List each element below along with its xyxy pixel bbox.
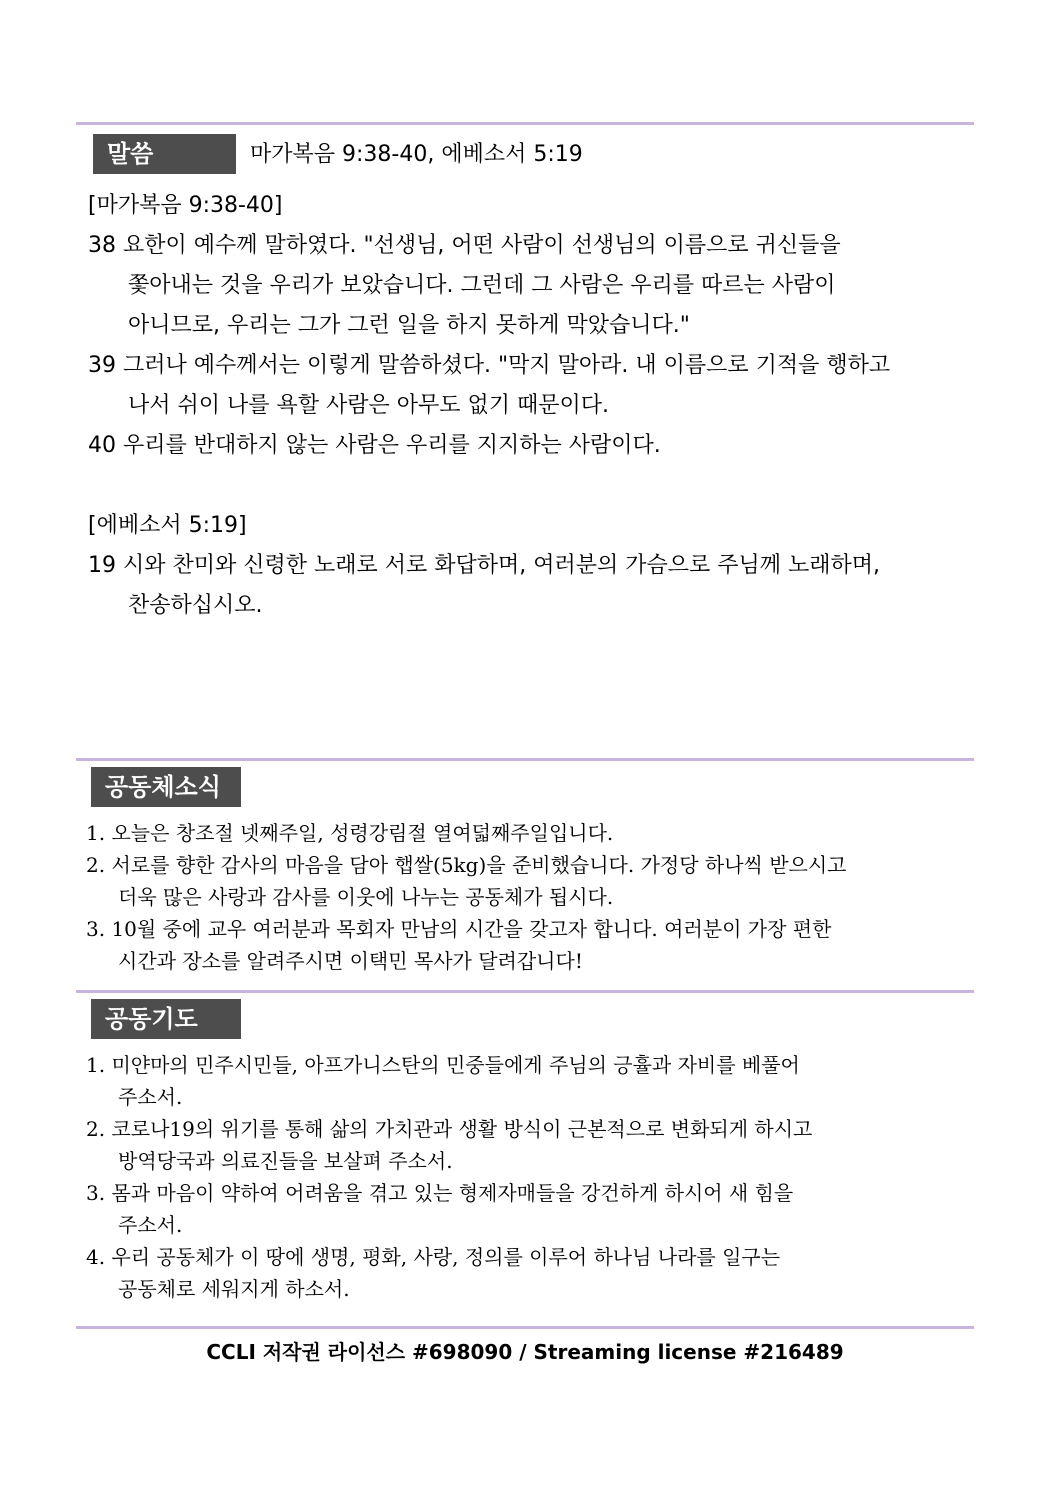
verse-line: 38 요한이 예수께 말하였다. "선생님, 어떤 사람이 선생님의 이름으로 귀신들을 [88,233,841,258]
list-item: 주소서. [118,1085,183,1109]
verse-line: 19 시와 찬미와 신령한 노래로 서로 화답하며, 여러분의 가슴으로 주님께 노래하며, [88,553,880,578]
list-item: 방역당국과 의료진들을 보살펴 주소서. [118,1149,453,1173]
passage-heading: [마가복음 9:38-40] [88,193,283,218]
passage-heading: [에베소서 5:19] [88,513,247,538]
top-divider [76,122,974,125]
news-section-tag: 공동체소식 [91,767,241,807]
list-item: 3. 몸과 마음이 약하여 어려움을 겪고 있는 형제자매들을 강건하게 하시어 새 힘을 [86,1181,794,1205]
list-item: 1. 미얀마의 민주시민들, 아프가니스탄의 민중들에게 주님의 긍휼과 자비를 베풀어 [86,1053,800,1077]
word-section-tag: 말씀 [93,134,236,174]
list-item: 시간과 장소를 알려주시면 이택민 목사가 달려갑니다! [118,949,583,973]
prayer-section-tag: 공동기도 [91,999,241,1039]
list-item: 더욱 많은 사랑과 감사를 이웃에 나누는 공동체가 됩시다. [118,885,614,909]
verse-line: 나서 쉬이 나를 욕할 사람은 아무도 없기 때문이다. [128,393,609,418]
verse-line: 찬송하십시오. [128,593,263,618]
list-item: 주소서. [118,1213,183,1237]
license-footer: CCLI 저작권 라이선스 #698090 / Streaming license #216489 [206,1340,844,1364]
prayer-divider [76,990,974,993]
footer-divider [76,1326,974,1329]
list-item: 4. 우리 공동체가 이 땅에 생명, 평화, 사랑, 정의를 이루어 하나님 나라를 일구는 [86,1245,781,1269]
list-item: 2. 코로나19의 위기를 통해 삶의 가치관과 생활 방식이 근본적으로 변화되게 하시고 [86,1117,813,1141]
list-item: 3. 10월 중에 교우 여러분과 목회자 만남의 시간을 갖고자 합니다. 여러분이 가장 편한 [86,917,832,941]
verse-line: 쫓아내는 것을 우리가 보았습니다. 그런데 그 사람은 우리를 따르는 사람이 [128,273,836,298]
list-item: 2. 서로를 향한 감사의 마음을 담아 햅쌀(5kg)을 준비했습니다. 가정당 하나씩 받으시고 [86,853,847,877]
mark-passage [88,186,968,466]
list-item: 공동체로 세워지게 하소서. [118,1277,350,1301]
list-item: 1. 오늘은 창조절 넷째주일, 성령강림절 열여덟째주일입니다. [86,821,614,845]
news-list [86,817,966,977]
verse-line: 아니므로, 우리는 그가 그런 일을 하지 못하게 막았습니다." [128,313,690,338]
verse-line: 39 그러나 예수께서는 이렇게 말씀하셨다. "막지 말아라. 내 이름으로 기적을 행하고 [88,353,891,378]
scripture-reference: 마가복음 9:38-40, 에베소서 5:19 [250,142,583,167]
news-divider [76,758,974,761]
ephesians-passage [88,506,968,626]
verse-line: 40 우리를 반대하지 않는 사람은 우리를 지지하는 사람이다. [88,433,661,458]
prayer-list [86,1049,966,1305]
